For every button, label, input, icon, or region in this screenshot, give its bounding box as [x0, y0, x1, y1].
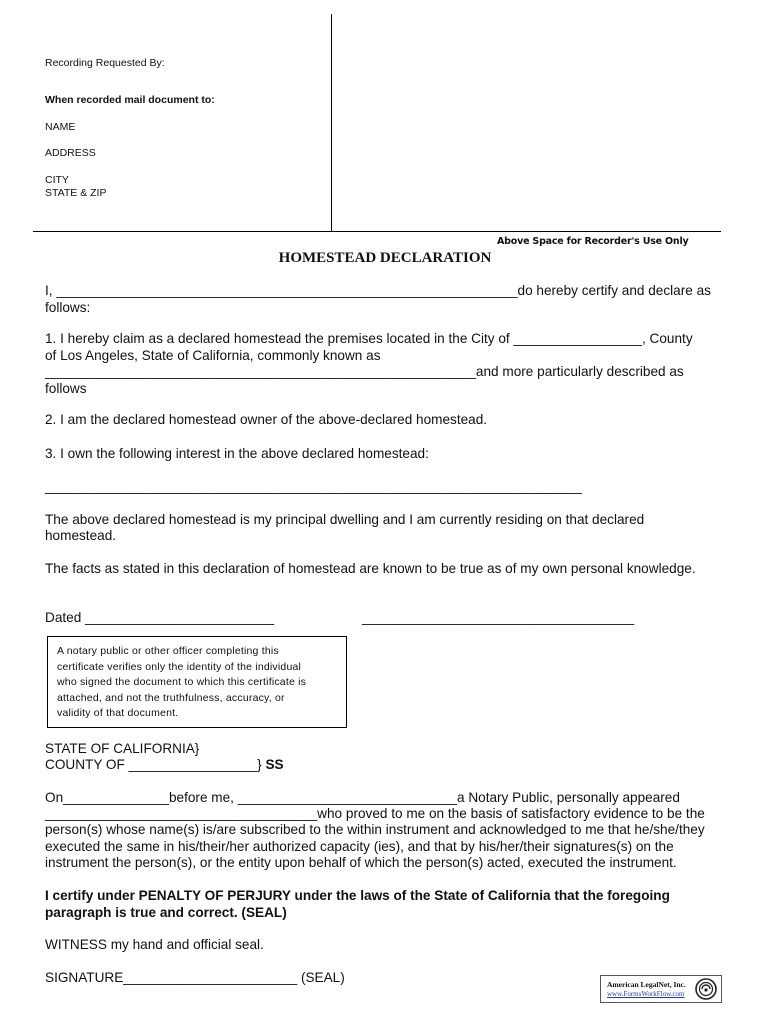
seal-icon	[695, 978, 717, 1000]
notary-note-line4: attached, and not the truthfulness, accuracy, or	[57, 691, 285, 704]
item1-line4: follows	[45, 381, 87, 396]
ack-line1: On______________before me, _____________________________a Notary Public, personally appeared	[45, 790, 680, 805]
notary-disclaimer-box	[47, 636, 347, 728]
recorder-use-note: Above Space for Recorder's Use Only	[497, 236, 689, 247]
venue-state: STATE OF CALIFORNIA}	[45, 741, 200, 756]
declarant-line: I, _____________________________________________________________do hereby certify and declare as	[45, 283, 711, 298]
declarant-signature-line: ____________________________________	[362, 610, 635, 625]
publisher-url[interactable]: www.FormsWorkFlow.com	[607, 990, 685, 998]
venue-county-row	[45, 757, 284, 774]
state-zip-label: STATE & ZIP	[45, 187, 107, 199]
item3: 3. I own the following interest in the above declared homestead:	[45, 446, 429, 461]
city-label: CITY	[45, 174, 69, 186]
name-label: NAME	[45, 121, 76, 133]
principal-line2: homestead.	[45, 528, 117, 543]
venue-county: COUNTY OF _________________}	[45, 757, 262, 772]
interest-blank-line: _______________________________________________________________________	[45, 479, 582, 494]
ack-line3: person(s) whose name(s) is/are subscribed to the within instrument and acknowledged to me that he/she/they	[45, 822, 705, 837]
venue-ss: SS	[265, 757, 284, 772]
publisher-logo	[600, 975, 722, 1003]
notary-note-line2: certificate verifies only the identity of the individual	[57, 660, 302, 673]
item1-line2: of Los Angeles, State of California, commonly known as	[45, 348, 381, 363]
recorder-divider-vertical	[331, 14, 332, 232]
mail-to-label: When recorded mail document to:	[45, 94, 215, 106]
document-title: HOMESTEAD DECLARATION	[278, 250, 492, 266]
notary-note-line5: validity of that document.	[57, 707, 179, 719]
ack-line2: ____________________________________who proved to me on the basis of satisfactory evidence to be the	[45, 806, 705, 821]
dated-line: Dated _________________________	[45, 610, 275, 625]
address-label: ADDRESS	[45, 147, 96, 159]
principal-line1: The above declared homestead is my principal dwelling and I am currently residing on that declared	[45, 512, 645, 527]
item2: 2. I am the declared homestead owner of the above-declared homestead.	[45, 412, 488, 427]
declarant-follows: follows:	[45, 300, 91, 315]
perjury-line2: paragraph is true and correct. (SEAL)	[45, 905, 287, 920]
ack-line4: executed the same in his/their/her authorized capacity (ies), and that by his/her/their signatures(s) on the	[45, 839, 674, 854]
notary-note-line1: A notary public or other officer completing this	[57, 645, 279, 657]
notary-note-line3: who signed the document to which this certificate is	[57, 676, 307, 688]
item1-line1: 1. I hereby claim as a declared homestead the premises located in the City of _________________, County	[45, 331, 693, 346]
signature-line: SIGNATURE_______________________ (SEAL)	[45, 970, 345, 985]
item1-line3: _________________________________________________________and more particularly described as	[45, 364, 684, 379]
witness-statement: WITNESS my hand and official seal.	[45, 937, 264, 952]
ack-line5: instrument the person(s), or the entity upon behalf of which the person(s) acted, executed the instrument.	[45, 855, 677, 870]
facts-statement: The facts as stated in this declaration of homestead are known to be true as of my own personal knowledge.	[45, 561, 696, 576]
recorder-divider-horizontal	[33, 231, 721, 232]
publisher-name: American LegalNet, Inc.	[607, 980, 686, 989]
perjury-line1: I certify under PENALTY OF PERJURY under the laws of the State of California that the foregoing	[45, 888, 670, 903]
recording-requested-by: Recording Requested By:	[45, 57, 165, 69]
